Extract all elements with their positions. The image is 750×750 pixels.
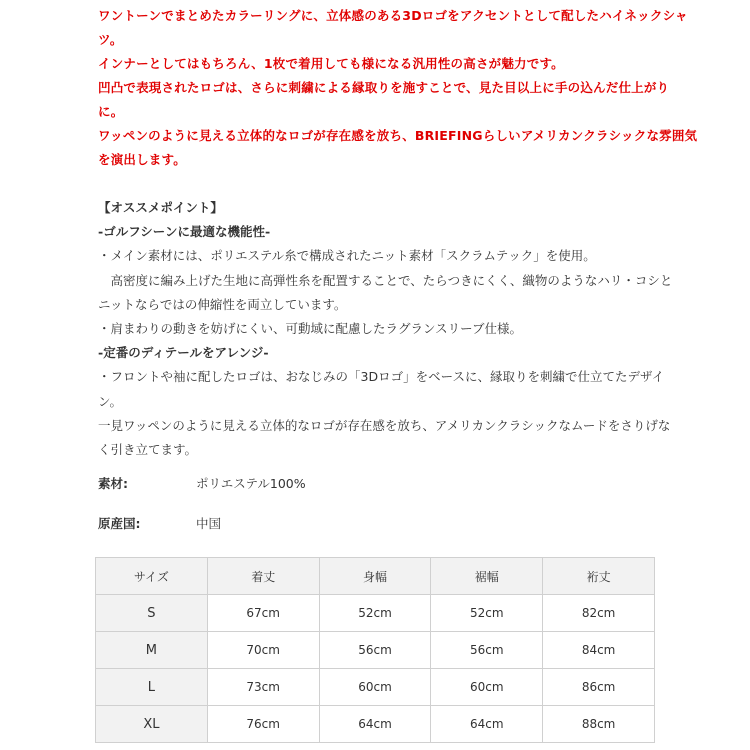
table-cell: 52cm <box>319 595 431 632</box>
section-heading-function: -ゴルフシーンに最適な機能性- <box>98 224 271 240</box>
table-cell: 64cm <box>431 706 543 743</box>
table-cell: 60cm <box>319 669 431 706</box>
intro-line: に。 <box>98 104 124 119</box>
section-heading-detail: -定番のディテールをアレンジ- <box>98 345 269 361</box>
header-sleeve-length: 裄丈 <box>543 558 655 595</box>
table-cell: 64cm <box>319 706 431 743</box>
recommend-heading: 【オススメポイント】 <box>98 200 223 215</box>
intro-line: ワントーンでまとめたカラーリングに、立体感のある3Dロゴをアクセントとして配したハイネックシャ <box>98 8 688 23</box>
intro-line: 凹凸で表現されたロゴは、さらに刺繍による縁取りを施すことで、見た目以上に手の込んだ仕上がり <box>98 80 670 95</box>
table-cell: 86cm <box>543 669 655 706</box>
origin-label: 原産国: <box>98 516 141 531</box>
description-line: ・肩まわりの動きを妨げにくい、可動域に配慮したラグランスリーブ仕様。 <box>98 321 523 337</box>
description-line: ニットならではの伸縮性を両立しています。 <box>98 296 347 312</box>
size-cell: L <box>96 669 208 706</box>
intro-line: インナーとしてはもちろん、1枚で着用しても様になる汎用性の高さが魅力です。 <box>98 56 564 71</box>
header-length: 着丈 <box>207 558 319 595</box>
size-cell: XL <box>96 706 208 743</box>
intro-line: ツ。 <box>98 32 123 47</box>
product-intro <box>98 4 698 172</box>
table-cell: 70cm <box>207 632 319 669</box>
table-row <box>96 595 655 632</box>
description-line: ・メイン素材には、ポリエステル糸で構成されたニット素材「スクラムテック」を使用。 <box>98 248 596 264</box>
table-cell: 88cm <box>543 706 655 743</box>
table-cell: 56cm <box>319 632 431 669</box>
table-row <box>96 632 655 669</box>
table-cell: 52cm <box>431 595 543 632</box>
size-table <box>95 557 655 743</box>
intro-line: を演出します。 <box>98 152 186 167</box>
intro-line: ワッペンのように見える立体的なロゴが存在感を放ち、BRIEFINGらしいアメリカンクラシックな雰囲気 <box>98 128 698 143</box>
table-cell: 60cm <box>431 669 543 706</box>
table-row <box>96 669 655 706</box>
table-row <box>96 706 655 743</box>
size-table-header-row <box>96 558 655 595</box>
description-line: ン。 <box>98 393 123 409</box>
description-line: ・フロントや袖に配したロゴは、おなじみの「3Dロゴ」をベースに、縁取りを刺繍で仕立てたデザイ <box>98 369 665 385</box>
description-line: く引き立てます。 <box>98 442 198 458</box>
size-cell: S <box>96 595 208 632</box>
origin-spec <box>98 514 221 532</box>
material-spec <box>98 474 306 492</box>
size-cell: M <box>96 632 208 669</box>
origin-value: 中国 <box>196 516 222 531</box>
material-label: 素材: <box>98 476 128 491</box>
description-line: 高密度に編み上げた生地に高弾性糸を配置することで、たらつきにくく、織物のようなハリ・コシと <box>98 272 673 288</box>
table-cell: 76cm <box>207 706 319 743</box>
description-line: 一見ワッペンのように見える立体的なロゴが存在感を放ち、アメリカンクラシックなムードをさりげな <box>98 417 671 433</box>
table-cell: 84cm <box>543 632 655 669</box>
table-cell: 56cm <box>431 632 543 669</box>
table-cell: 67cm <box>207 595 319 632</box>
product-description <box>98 196 673 462</box>
header-chest-width: 身幅 <box>319 558 431 595</box>
header-size: サイズ <box>96 558 208 595</box>
header-hem-width: 裾幅 <box>431 558 543 595</box>
material-value: ポリエステル100% <box>196 476 306 491</box>
table-cell: 82cm <box>543 595 655 632</box>
table-cell: 73cm <box>207 669 319 706</box>
